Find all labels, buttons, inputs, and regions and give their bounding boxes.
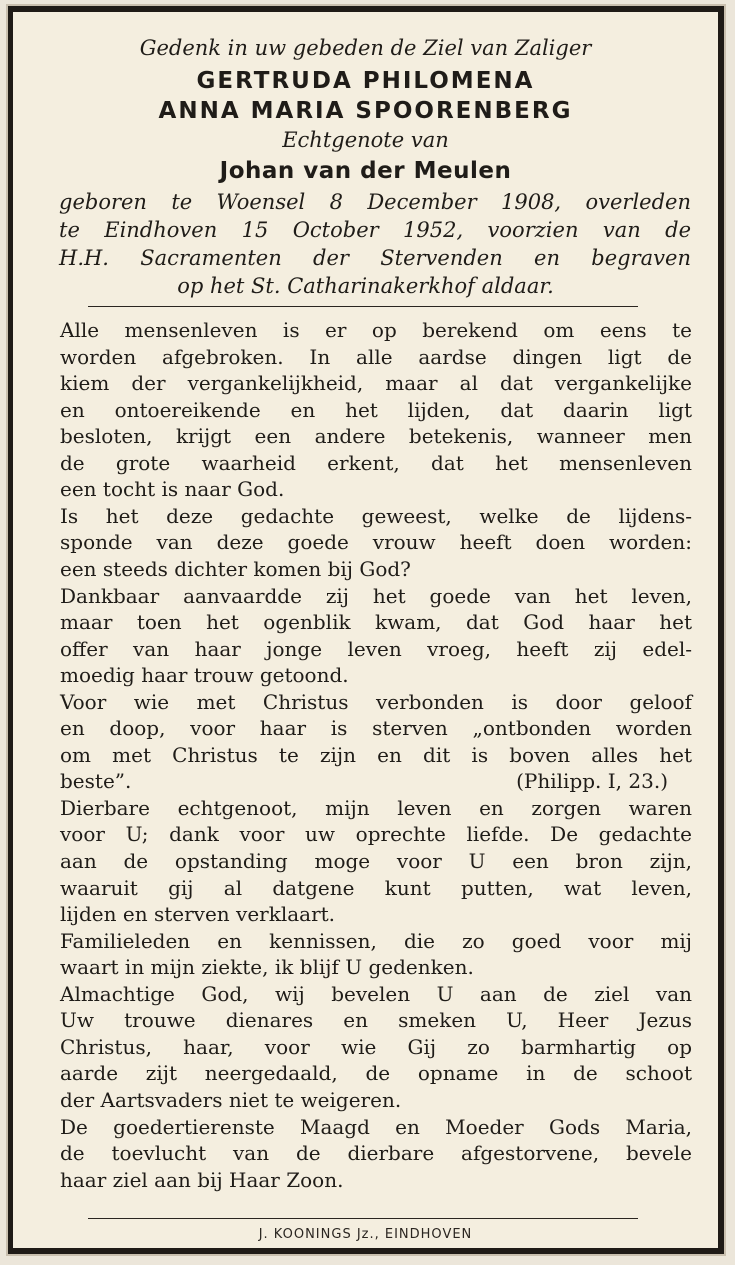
divider-bottom	[88, 1218, 638, 1219]
body-line: kiem der vergankelijkheid, maar al dat vergankelijke	[60, 371, 692, 396]
body-line: de toevlucht van de dierbare afgestorvene, bevele	[60, 1141, 692, 1166]
body-line: aarde zijt neergedaald, de opname in de schoot	[60, 1061, 692, 1086]
bio-line: te Eindhoven 15 October 1952, voorzien van de	[59, 218, 691, 242]
body-line: een steeds dichter komen bij God?	[60, 556, 411, 581]
body-line: en ontoereikende en het lijden, dat daarin ligt	[60, 397, 692, 422]
card-content	[13, 12, 718, 1248]
scripture-reference: (Philipp. I, 23.)	[516, 769, 668, 794]
body-line: moedig haar trouw getoond.	[60, 663, 349, 688]
body-line: Is het deze gedachte geweest, welke de lijdens-	[60, 503, 692, 528]
body-line: De goedertierenste Maagd en Moeder Gods Maria,	[60, 1114, 692, 1139]
body-line: Alle mensenleven is er op berekend om eens te	[60, 318, 692, 342]
body-line: voor U; dank voor uw oprechte liefde. De gedachte	[60, 822, 692, 847]
divider-top	[88, 306, 638, 307]
body-line: en doop, voor haar is sterven „ontbonden worden	[60, 716, 692, 741]
body-line: Almachtige God, wij bevelen U aan de ziel van	[60, 981, 692, 1006]
body-line: sponde van deze goede vrouw heeft doen worden:	[60, 530, 692, 555]
body-line: maar toen het ogenblik kwam, dat God haar het	[60, 610, 692, 635]
body-line: besloten, krijgt een andere betekenis, wanneer men	[60, 424, 692, 449]
body-line: Voor wie met Christus verbonden is door geloof	[60, 689, 692, 714]
body-line: beste”.	[60, 769, 132, 794]
spouse-intro: Echtgenote van	[282, 128, 449, 152]
body-line: om met Christus te zijn en dit is boven alles het	[60, 742, 692, 767]
body-line: Dankbaar aanvaardde zij het goede van het leven,	[60, 583, 692, 608]
body-line: offer van haar jonge leven vroeg, heeft zij edel-	[60, 636, 692, 661]
body-line: Familieleden en kennissen, die zo goed voor mij	[60, 928, 692, 953]
body-line: Uw trouwe dienares en smeken U, Heer Jezus	[60, 1008, 692, 1033]
body-line: lijden en sterven verklaart.	[60, 902, 336, 927]
bio-line: H.H. Sacramenten der Stervenden en begraven	[59, 246, 691, 270]
deceased-name-line-1: GERTRUDA PHILOMENA	[196, 68, 535, 94]
body-line: aan de opstanding moge voor U een bron zijn,	[60, 849, 692, 873]
body-line: waart in mijn ziekte, ik blijf U gedenken.	[60, 955, 474, 980]
printer-imprint: J. KOONINGS Jz., EINDHOVEN	[258, 1227, 473, 1242]
body-line: der Aartsvaders niet te weigeren.	[60, 1087, 402, 1112]
spouse-name: Johan van der Meulen	[219, 158, 512, 184]
body-line: haar ziel aan bij Haar Zoon.	[60, 1167, 344, 1192]
body-line: worden afgebroken. In alle aardse dingen ligt de	[60, 344, 692, 369]
body-line: Dierbare echtgenoot, mijn leven en zorgen waren	[60, 795, 692, 820]
header-remembrance-line: Gedenk in uw gebeden de Ziel van Zaliger	[139, 36, 592, 60]
bio-line: geboren te Woensel 8 December 1908, overleden	[59, 190, 691, 214]
bio-line: op het St. Catharinakerkhof aldaar.	[177, 274, 554, 298]
body-line: waaruit gij al datgene kunt putten, wat leven,	[60, 875, 692, 900]
memorial-card	[8, 6, 724, 1254]
body-line: een tocht is naar God.	[60, 477, 285, 502]
body-line: de grote waarheid erkent, dat het mensenleven	[60, 450, 692, 475]
deceased-name-line-2: ANNA MARIA SPOORENBERG	[158, 98, 573, 124]
body-line: Christus, haar, voor wie Gij zo barmhartig op	[60, 1034, 692, 1059]
